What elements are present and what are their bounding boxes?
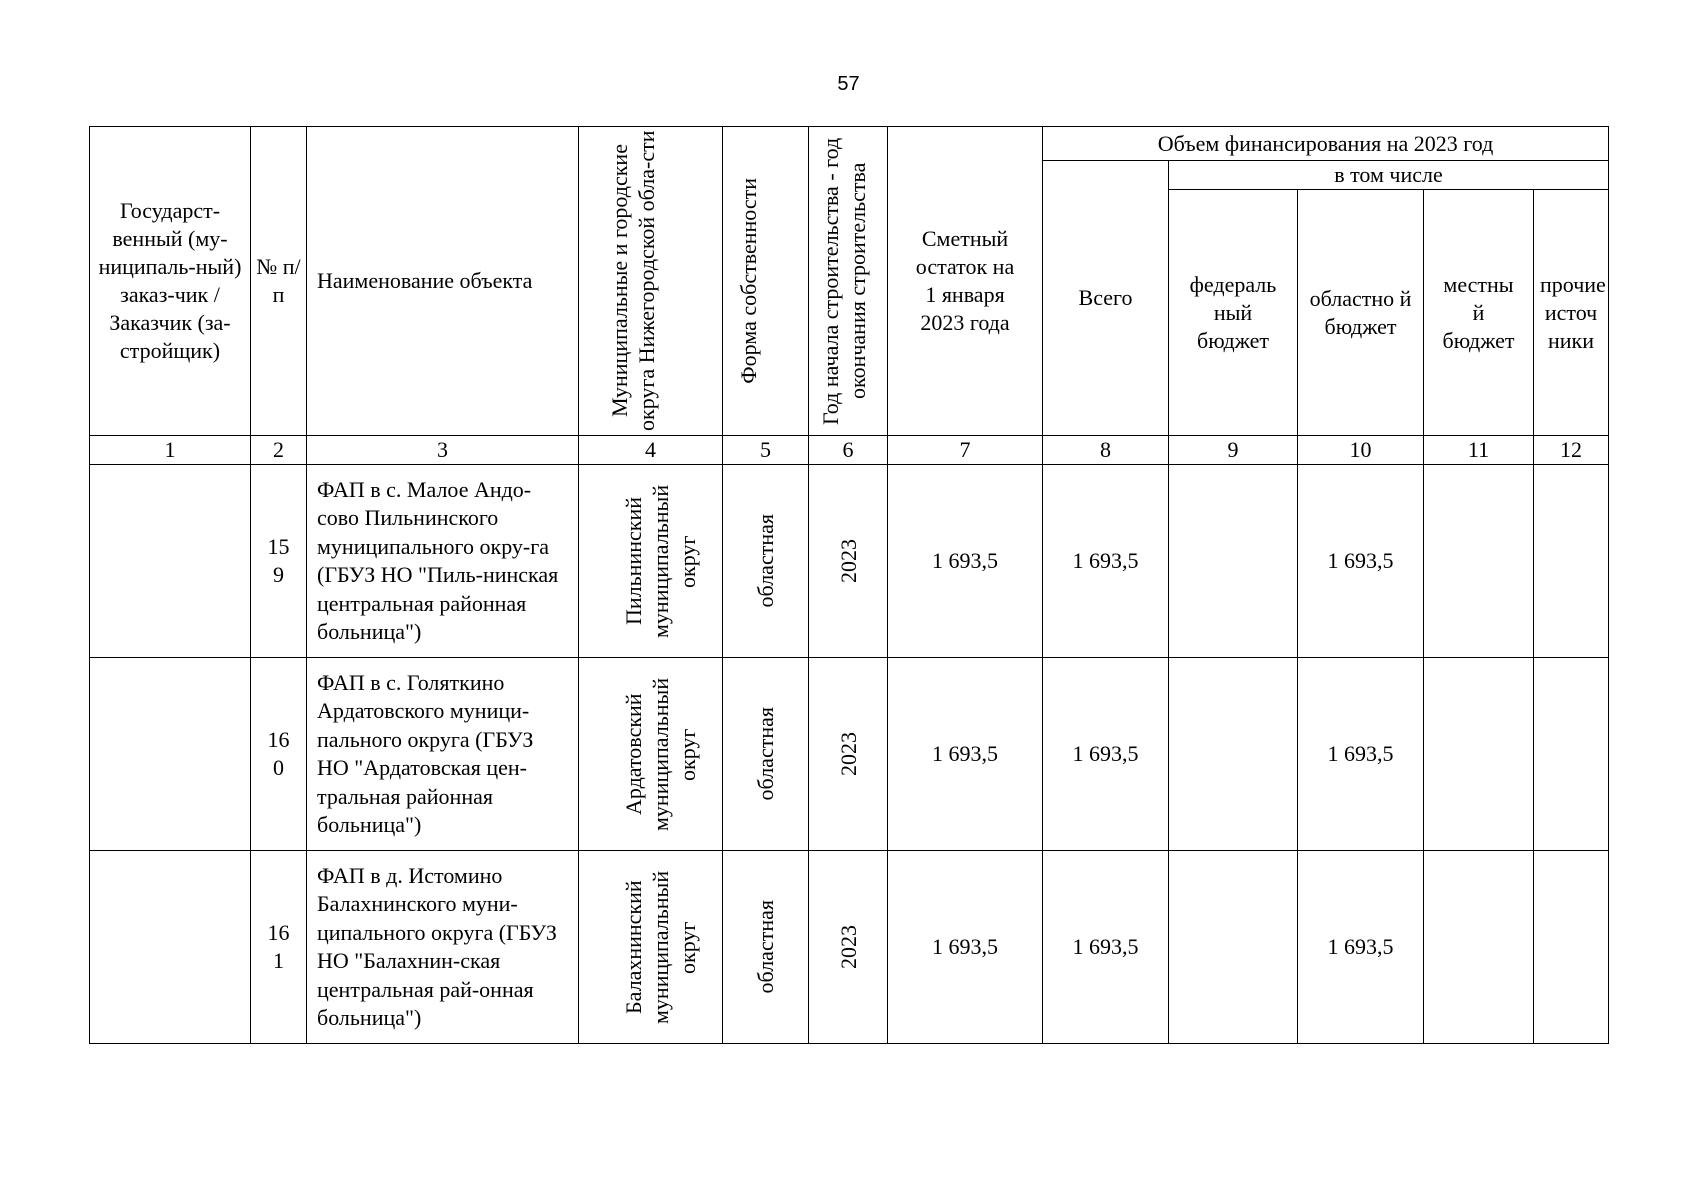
row-customer <box>90 658 251 851</box>
header-object-name: Наименование объекта <box>307 127 579 436</box>
row-ownership-text: областная <box>753 514 778 608</box>
row-year-text: 2023 <box>835 539 861 583</box>
header-including: в том числе <box>1169 161 1609 190</box>
row-ownership <box>723 465 809 658</box>
row-estimate: 1 693,5 <box>888 658 1043 851</box>
header-ownership-text: Форма собственности <box>735 178 761 384</box>
row-other <box>1534 465 1609 658</box>
column-number: 7 <box>888 436 1043 465</box>
row-number: 16 0 <box>251 658 307 851</box>
column-number: 9 <box>1169 436 1298 465</box>
header-municipality-text: Муниципальные и городские округа Нижегородской обла-сти <box>606 130 659 432</box>
row-estimate: 1 693,5 <box>888 851 1043 1044</box>
column-number: 3 <box>307 436 579 465</box>
row-regional: 1 693,5 <box>1298 851 1424 1044</box>
row-number: 16 1 <box>251 851 307 1044</box>
row-other <box>1534 658 1609 851</box>
header-num: № п/п <box>251 127 307 436</box>
header-years-text: Год начала строительства - год окончания строительства <box>818 137 870 425</box>
row-total: 1 693,5 <box>1043 465 1169 658</box>
row-municipality <box>579 465 723 658</box>
row-object-name: ФАП в д. Истомино Балахнинского муни-ципального округа (ГБУЗ НО "Балахнин-ская центральная рай-онная больница") <box>307 851 579 1044</box>
row-ownership-text: областная <box>753 900 778 994</box>
row-total: 1 693,5 <box>1043 658 1169 851</box>
construction-funding-table <box>89 126 1609 1044</box>
row-year <box>809 658 888 851</box>
row-estimate: 1 693,5 <box>888 465 1043 658</box>
table-row <box>90 851 1609 1044</box>
row-year-text: 2023 <box>835 732 861 776</box>
table-row <box>90 465 1609 658</box>
row-local <box>1424 851 1534 1044</box>
column-number: 5 <box>723 436 809 465</box>
row-year <box>809 851 888 1044</box>
row-federal <box>1169 851 1298 1044</box>
row-year <box>809 465 888 658</box>
row-municipality <box>579 851 723 1044</box>
row-ownership-text: областная <box>753 707 778 801</box>
row-local <box>1424 465 1534 658</box>
row-object-name: ФАП в с. Голяткино Ардатовского муници-пального округа (ГБУЗ НО "Ардатовская цен-тральная районная больница") <box>307 658 579 851</box>
header-years <box>809 127 888 436</box>
header-local: местны й бюджет <box>1424 190 1534 436</box>
header-other: прочие источ ники <box>1534 190 1609 436</box>
row-local <box>1424 658 1534 851</box>
table-row <box>90 658 1609 851</box>
row-municipality-text: Пильнинский муниципальный округ <box>620 484 700 638</box>
row-ownership <box>723 851 809 1044</box>
row-number: 15 9 <box>251 465 307 658</box>
column-numbers-row <box>90 436 1609 465</box>
row-ownership <box>723 658 809 851</box>
header-total: Всего <box>1043 161 1169 436</box>
column-number: 4 <box>579 436 723 465</box>
row-municipality <box>579 658 723 851</box>
column-number: 2 <box>251 436 307 465</box>
row-federal <box>1169 465 1298 658</box>
header-funding-title: Объем финансирования на 2023 год <box>1043 127 1609 161</box>
header-municipality <box>579 127 723 436</box>
page-number: 57 <box>837 73 860 95</box>
column-number: 1 <box>90 436 251 465</box>
row-year-text: 2023 <box>835 925 861 969</box>
column-number: 11 <box>1424 436 1534 465</box>
row-federal <box>1169 658 1298 851</box>
header-customer: Государст-венный (му-ниципаль-ный) заказ-чик / Заказчик (за-стройщик) <box>90 127 251 436</box>
row-other <box>1534 851 1609 1044</box>
header-row-1 <box>90 127 1609 161</box>
row-object-name: ФАП в с. Малое Андо-сово Пильнинского муниципального окру-га (ГБУЗ НО "Пиль-нинская центральная районная больница") <box>307 465 579 658</box>
column-number: 10 <box>1298 436 1424 465</box>
header-estimate: Сметный остаток на 1 января 2023 года <box>888 127 1043 436</box>
row-customer <box>90 851 251 1044</box>
row-municipality-text: Ардатовский муниципальный округ <box>620 677 700 831</box>
header-federal: федераль ный бюджет <box>1169 190 1298 436</box>
row-regional: 1 693,5 <box>1298 658 1424 851</box>
column-number: 12 <box>1534 436 1609 465</box>
row-total: 1 693,5 <box>1043 851 1169 1044</box>
row-customer <box>90 465 251 658</box>
header-regional: областно й бюджет <box>1298 190 1424 436</box>
column-number: 8 <box>1043 436 1169 465</box>
row-municipality-text: Балахнинский муниципальный округ <box>620 870 700 1024</box>
header-ownership <box>723 127 809 436</box>
column-number: 6 <box>809 436 888 465</box>
row-regional: 1 693,5 <box>1298 465 1424 658</box>
